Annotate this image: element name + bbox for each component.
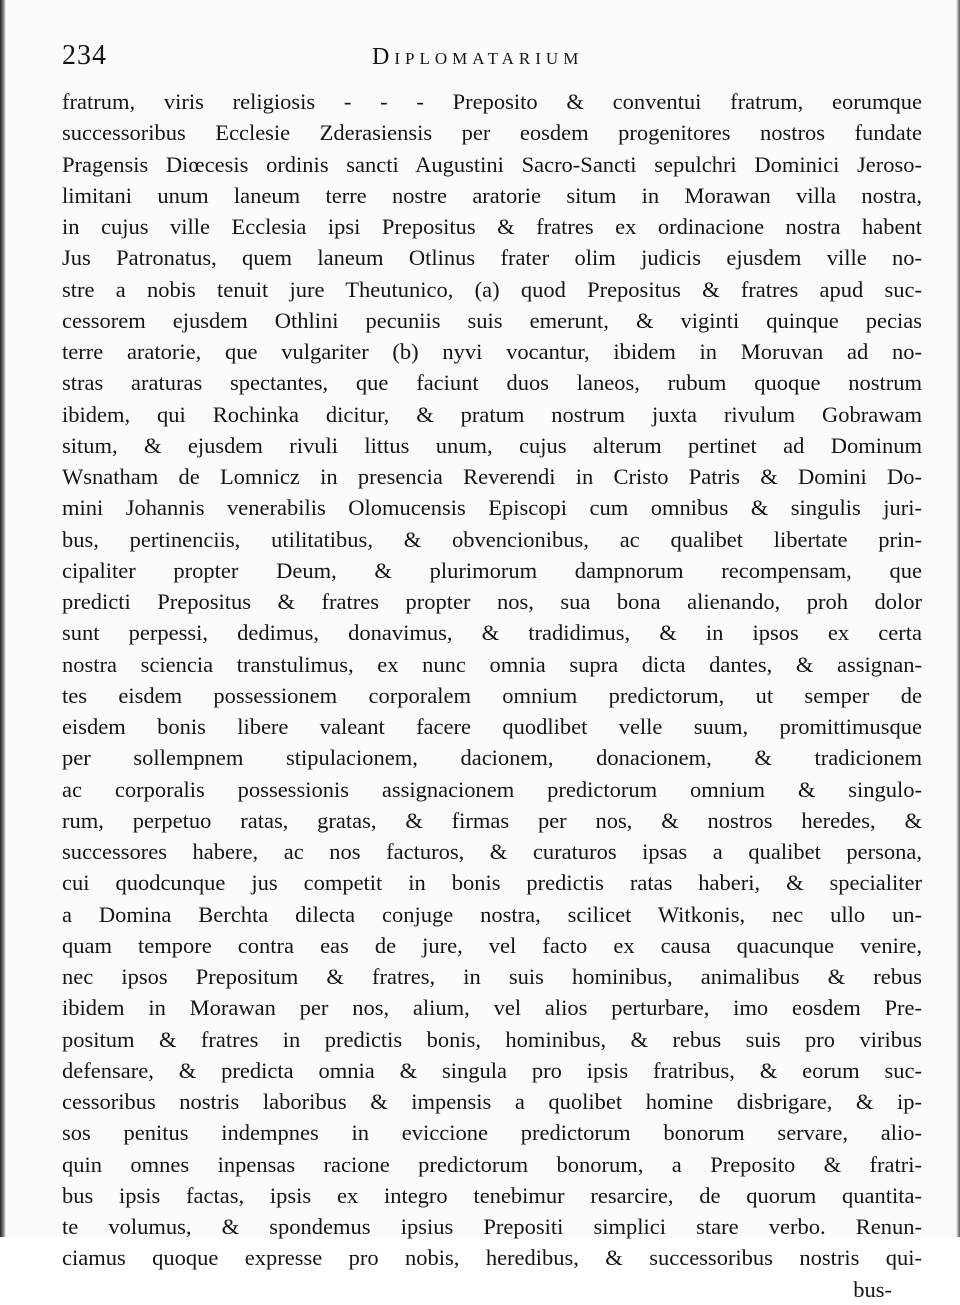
text-line: nostra sciencia transtulimus, ex nunc omnia supra dicta dantes, & assignan- xyxy=(62,651,922,677)
page-gutter-shadow xyxy=(0,0,6,1237)
text-line: ciamus quoque expresse pro nobis, heredibus, & successoribus nostris qui- xyxy=(62,1245,922,1271)
text-line: ibidem in Morawan per nos, alium, vel alios perturbare, imo eosdem Pre- xyxy=(62,995,922,1021)
page-edge-shadow xyxy=(956,0,960,1237)
text-line: Pragensis Diœcesis ordinis sancti Augustini Sacro-Sancti sepulchri Dominici Jeroso- xyxy=(62,151,922,177)
text-line: cui quodcunque jus competit in bonis predictis ratas haberi, & specialiter xyxy=(62,870,922,896)
catchword: bus- xyxy=(853,1276,892,1302)
text-line: Jus Patronatus, quem laneum Otlinus frater olim judicis ejusdem ville no- xyxy=(62,245,922,271)
text-line: tes eisdem possessionem corporalem omnium predictorum, ut semper de xyxy=(62,682,922,708)
text-line: quam tempore contra eas de jure, vel facto ex causa quacunque venire, xyxy=(62,932,922,958)
text-line: cipaliter propter Deum, & plurimorum dampnorum recompensam, que xyxy=(62,557,922,583)
text-line: te volumus, & spondemus ipsius Prepositi simplici stare verbo. Renun- xyxy=(62,1214,922,1239)
text-line: ibidem, qui Rochinka dicitur, & pratum nostrum juxta rivulum Gobrawam xyxy=(62,401,922,427)
body-text xyxy=(62,86,922,1305)
text-line: stre a nobis tenuit jure Theutunico, (a) quod Prepositus & fratres apud suc- xyxy=(62,276,922,302)
text-line: situm, & ejusdem rivuli littus unum, cujus alterum pertinet ad Dominum xyxy=(62,432,922,458)
text-line: bus, pertinenciis, utilitatibus, & obvencionibus, ac qualibet libertate prin- xyxy=(62,526,922,552)
text-line: cessoribus nostris laboribus & impensis a quolibet homine disbrigare, & ip- xyxy=(62,1089,922,1114)
text-line: terre aratorie, que vulgariter (b) nyvi vocantur, ibidem in Moruvan ad no- xyxy=(62,339,922,364)
text-line: fratrum, viris religiosis - - - Preposito & conventui fratrum, eorumque xyxy=(62,89,922,114)
text-line: sos penitus indempnes in eviccione predictorum bonorum servare, alio- xyxy=(62,1120,922,1146)
text-line: ac corporalis possessionis assignacionem predictorum omnium & singulo- xyxy=(62,776,922,802)
text-line: a Domina Berchta dilecta conjuge nostra, scilicet Witkonis, nec ullo un- xyxy=(62,901,922,927)
running-title: Diplomatarium xyxy=(372,44,584,70)
text-line: quin omnes inpensas racione predictorum bonorum, a Preposito & fratri- xyxy=(62,1151,922,1177)
text-line: cessorem ejusdem Othlini pecuniis suis emerunt, & viginti quinque pecias xyxy=(62,307,922,333)
text-line: sunt perpessi, dedimus, donavimus, & tradidimus, & in ipsos ex certa xyxy=(62,620,922,646)
running-head xyxy=(62,40,922,80)
text-line: nec ipsos Prepositum & fratres, in suis hominibus, animalibus & rebus xyxy=(62,964,922,989)
text-line: in cujus ville Ecclesia ipsi Prepositus & fratres ex ordinacione nostra habent xyxy=(62,214,922,239)
text-line: positum & fratres in predictis bonis, hominibus, & rebus suis pro viribus xyxy=(62,1026,922,1052)
text-line: predicti Prepositus & fratres propter nos, sua bona alienando, proh dolor xyxy=(62,589,922,614)
text-line: mini Johannis venerabilis Olomucensis Episcopi cum omnibus & singulis juri- xyxy=(62,495,922,521)
page-number: 234 xyxy=(62,40,107,71)
text-line: successores habere, ac nos facturos, & curaturos ipsas a qualibet persona, xyxy=(62,839,922,864)
text-line: limitani unum laneum terre nostre aratorie situm in Morawan villa nostra, xyxy=(62,182,922,208)
text-line: defensare, & predicta omnia & singula pro ipsis fratribus, & eorum suc- xyxy=(62,1057,922,1083)
text-line: stras araturas spectantes, que faciunt duos laneos, rubum quoque nostrum xyxy=(62,370,922,396)
text-line: eisdem bonis libere valeant facere quodlibet velle suum, promittimusque xyxy=(62,714,922,739)
text-line: bus ipsis factas, ipsis ex integro tenebimur resarcire, de quorum quantita- xyxy=(62,1182,922,1208)
text-line: per sollempnem stipulacionem, dacionem, donacionem, & tradicionem xyxy=(62,745,922,771)
text-line: Wsnatham de Lomnicz in presencia Reverendi in Cristo Patris & Domini Do- xyxy=(62,464,922,489)
text-line: successoribus Ecclesie Zderasiensis per eosdem progenitores nostros fundate xyxy=(62,120,922,146)
text-line: rum, perpetuo ratas, gratas, & firmas per nos, & nostros heredes, & xyxy=(62,807,922,833)
